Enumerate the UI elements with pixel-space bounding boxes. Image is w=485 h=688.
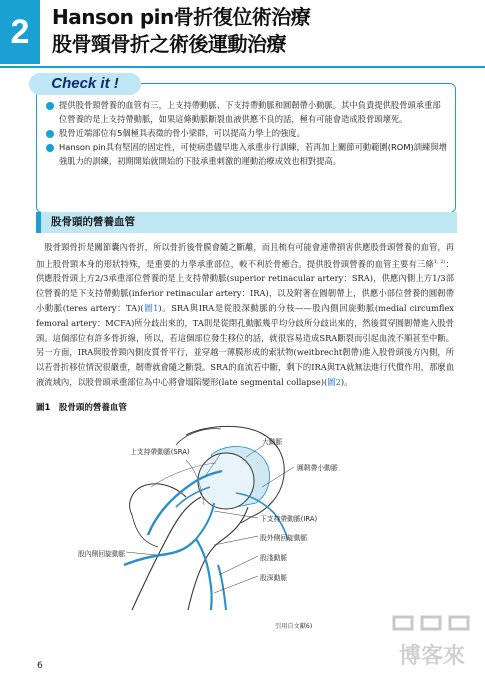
label-ira: 下支持帶動脈(IRA) bbox=[260, 515, 318, 523]
femur-outline bbox=[188, 507, 248, 610]
trochanter-outline bbox=[132, 515, 158, 547]
label-superficial-femoral: 股淺動脈 bbox=[260, 554, 288, 562]
figure-reference-link[interactable]: 圖1 bbox=[143, 302, 159, 313]
figure-caption: 圖1 股骨頭的營養血管 bbox=[36, 403, 127, 413]
chapter-title-line1: Hanson pin骨折復位術治療 bbox=[52, 5, 311, 29]
chapter-title-line2: 股骨頸骨折之術後運動治療 bbox=[52, 32, 286, 56]
title-divider bbox=[0, 66, 485, 68]
label-lateral-circumflex: 股外側回旋動脈 bbox=[260, 534, 308, 542]
trochanter-outline bbox=[130, 484, 186, 515]
label-teres-artery: 圓韌帶小動脈 bbox=[297, 464, 338, 472]
check-it-item: 提供股骨頸營養的血管有三，上支持帶動脈、下支持帶動脈和圓韌帶小動脈。其中負責提供股骨頭承重部位營養的是上支持帶動脈，如果這條動脈斷裂血液供應不良的話，極有可能會造成股骨頭壞死。 bbox=[46, 98, 448, 126]
superficial-femoral-vessel bbox=[218, 565, 226, 610]
chapter-title bbox=[52, 4, 472, 58]
body-paragraph: 股骨頸骨折是關節囊內骨折，所以骨折後骨膜會隨之斷離，而且梳有可能會連帶損害供應股骨頭營養的血管，再加上股骨頸本身的形狀特殊，是重要的力學承重部位，較不利於骨癒合。提供股骨頭營養的血管主要有三條$^{1, 2)}$：供應股骨頭上方2/3承重部位營養的是上支持帶動脈(superior retinacular artery：SRA)，供應內側上方1/3部位營養的是下支持帶動脈(inferior retinacular artery：IRA)，以及附著在圓韌帶上，供應小部位營養的圓韌帶小動脈(teres artery：TA)(圖1)。SRA與IRA是從股深動脈的分枝——股內側回旋動脈(medial circumflex femoral artery：MCFA)所分歧出來的，TA則是從閉孔動脈幾乎均分歧所分歧出來的，然後貫穿圓韌帶進入股骨頭。這個部位有許多骨折線，所以，若這個部位發生移位的話，就很容易造成SRA斷裂而引起血流不順甚至中斷。另一方面，IRA與股骨頸內側皮質骨平行，並穿越一薄膜形成的索狀物(weitbrecht韌帶)進入股骨頭後方內側，所以若骨折移位情況很嚴重，韌帶就會隨之斷裂。SRA的血流若中斷，剩下的IRA與TA就無法進行代償作用，那麼血液流域內，以股骨頭承重部位為中心將會塌陷變形(late segmental collapse)(圖2)。 bbox=[36, 242, 454, 387]
check-it-badge: Check it ! bbox=[29, 73, 141, 95]
check-it-item: Hanson pin具有堅固的固定性，可使病患儘早進入承重步行訓練，若再加上關節可動範圍(ROM)訓練與增強肌力的訓練，初期開始就開始的下肢承重刺激的運動治療成效也相對提高。 bbox=[46, 140, 448, 168]
label-sra: 上支持帶動脈(SRA) bbox=[130, 448, 190, 456]
chapter-number-badge: 2 bbox=[0, 0, 40, 64]
label-ta: 大動脈 bbox=[262, 438, 283, 446]
bullet-icon bbox=[46, 102, 54, 110]
check-it-list bbox=[46, 98, 448, 168]
check-it-item: 股骨近端部位有5個極具表徵的骨小梁群，可以提高力學上的強度。 bbox=[46, 126, 448, 140]
svg-text:博客來: 博客來 bbox=[398, 644, 466, 669]
section-heading-text: 股骨頭的營養血管 bbox=[51, 216, 135, 228]
label-medial-circumflex: 股內側回旋動脈 bbox=[78, 550, 126, 558]
ira-vessel bbox=[196, 503, 214, 539]
bullet-icon bbox=[46, 144, 54, 152]
deep-femoral-vessel bbox=[210, 580, 212, 610]
label-deep-femoral: 股深動脈 bbox=[260, 574, 288, 582]
figure-reference-link[interactable]: 圖2 bbox=[327, 376, 341, 387]
figure-citation: 引用自文獻6) bbox=[275, 623, 313, 630]
bullet-icon bbox=[46, 130, 54, 138]
bookstore-watermark-logo bbox=[388, 613, 476, 673]
mcfa-vessel-branch bbox=[196, 539, 210, 580]
femoral-head-shape bbox=[198, 453, 254, 509]
page-number: 6 bbox=[37, 661, 43, 671]
pelvis-outline bbox=[176, 429, 221, 445]
section-heading bbox=[36, 212, 457, 233]
